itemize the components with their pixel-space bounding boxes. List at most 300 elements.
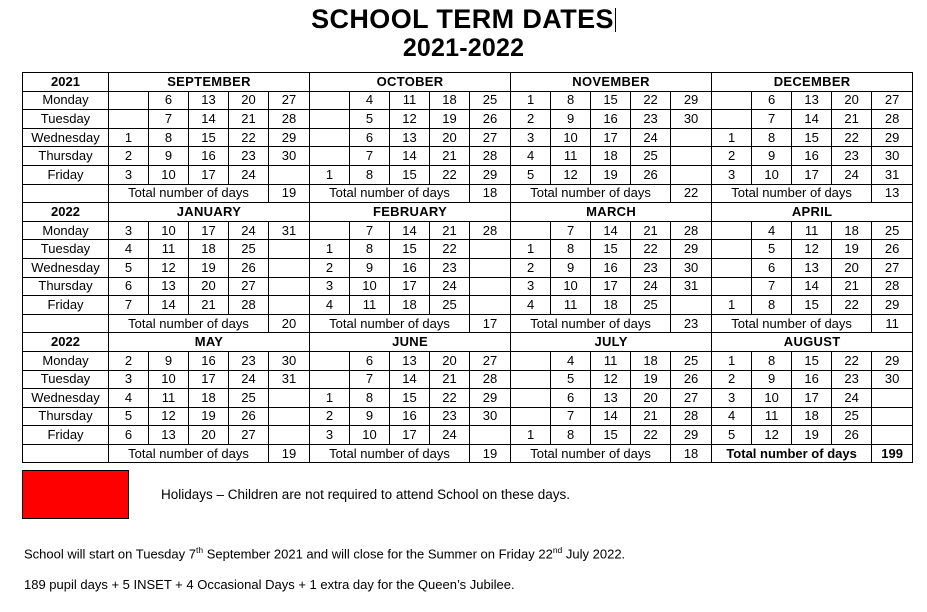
date-cell bbox=[511, 407, 551, 426]
date-cell-holiday: 23 bbox=[430, 258, 470, 277]
page-title-block bbox=[0, 0, 927, 62]
date-cell-holiday: 26 bbox=[470, 110, 511, 129]
date-cell: 12 bbox=[149, 258, 189, 277]
date-cell: 10 bbox=[350, 426, 390, 445]
text-cursor bbox=[615, 8, 616, 32]
date-cell: 22 bbox=[631, 426, 671, 445]
date-cell: 21 bbox=[430, 147, 470, 166]
date-cell bbox=[269, 165, 310, 184]
month-label: AUGUST bbox=[712, 333, 913, 352]
date-cell: 1 bbox=[511, 240, 551, 259]
date-cell: 3 bbox=[511, 277, 551, 296]
total-days-label: Total number of days bbox=[109, 314, 269, 333]
page-title-text: SCHOOL TERM DATES bbox=[311, 4, 614, 34]
date-cell: 24 bbox=[631, 128, 671, 147]
date-cell: 11 bbox=[551, 296, 591, 315]
date-cell-holiday: 2 bbox=[109, 147, 149, 166]
date-cell: 26 bbox=[631, 165, 671, 184]
date-cell-holiday: 29 bbox=[872, 128, 913, 147]
total-days-label: Total number of days bbox=[712, 184, 872, 203]
date-cell: 19 bbox=[631, 370, 671, 389]
date-cell-holiday: 27 bbox=[872, 91, 913, 110]
date-cell: 5 bbox=[350, 110, 390, 129]
date-cell: 12 bbox=[551, 165, 591, 184]
date-cell bbox=[269, 426, 310, 445]
date-cell: 22 bbox=[631, 91, 671, 110]
date-cell-holiday: 23 bbox=[832, 370, 872, 389]
date-cell: 17 bbox=[189, 221, 229, 240]
total-days-label: Total number of days bbox=[310, 444, 470, 463]
date-cell: 6 bbox=[350, 351, 390, 370]
date-cell bbox=[269, 240, 310, 259]
total-days-label: Total number of days bbox=[109, 444, 269, 463]
date-cell: 26 bbox=[229, 258, 269, 277]
date-cell: 1 bbox=[310, 165, 350, 184]
date-cell-holiday: 12 bbox=[792, 240, 832, 259]
date-cell: 29 bbox=[671, 91, 712, 110]
date-cell: 5 bbox=[551, 370, 591, 389]
year-label: 2021 bbox=[23, 73, 109, 92]
date-cell: 15 bbox=[591, 91, 631, 110]
date-cell: 27 bbox=[229, 426, 269, 445]
date-cell: 13 bbox=[390, 128, 430, 147]
date-cell bbox=[310, 351, 350, 370]
date-cell bbox=[712, 240, 752, 259]
total-days-value: 19 bbox=[269, 444, 310, 463]
date-cell-holiday: 20 bbox=[832, 91, 872, 110]
date-cell: 4 bbox=[551, 351, 591, 370]
date-cell: 14 bbox=[390, 221, 430, 240]
date-cell: 23 bbox=[430, 407, 470, 426]
date-cell: 25 bbox=[229, 389, 269, 408]
date-cell-holiday: 22 bbox=[430, 240, 470, 259]
total-days-value: 18 bbox=[671, 444, 712, 463]
date-cell: 17 bbox=[189, 165, 229, 184]
date-cell: 7 bbox=[752, 110, 792, 129]
total-days-label: Total number of days bbox=[712, 444, 872, 463]
total-days-value: 11 bbox=[872, 314, 913, 333]
date-cell: 14 bbox=[149, 296, 189, 315]
date-cell-holiday: 1 bbox=[712, 351, 752, 370]
date-cell: 6 bbox=[109, 277, 149, 296]
date-cell-holiday: 25 bbox=[430, 296, 470, 315]
date-cell: 27 bbox=[229, 277, 269, 296]
total-days-label: Total number of days bbox=[712, 314, 872, 333]
date-cell: 25 bbox=[872, 221, 913, 240]
date-cell bbox=[712, 258, 752, 277]
note1-part-a: School will start on Tuesday 7 bbox=[24, 546, 196, 562]
date-cell: 13 bbox=[149, 277, 189, 296]
calendar-week-row bbox=[23, 426, 913, 445]
date-cell: 8 bbox=[350, 389, 390, 408]
date-cell bbox=[872, 389, 913, 408]
date-cell-holiday: 21 bbox=[832, 110, 872, 129]
calendar-totals-row bbox=[23, 444, 913, 463]
date-cell-holiday: 2 bbox=[109, 351, 149, 370]
weekday-label: Wednesday bbox=[23, 128, 109, 147]
date-cell: 22 bbox=[631, 240, 671, 259]
date-cell: 7 bbox=[551, 221, 591, 240]
date-cell: 24 bbox=[631, 277, 671, 296]
date-cell bbox=[712, 277, 752, 296]
totals-row-spacer bbox=[23, 184, 109, 203]
date-cell-holiday: 24 bbox=[832, 389, 872, 408]
date-cell: 21 bbox=[430, 370, 470, 389]
date-cell: 24 bbox=[229, 165, 269, 184]
date-cell-holiday: 21 bbox=[832, 277, 872, 296]
date-cell: 10 bbox=[752, 165, 792, 184]
calendar-header-row bbox=[23, 203, 913, 222]
note1-ordinal-1: th bbox=[195, 545, 204, 555]
date-cell: 25 bbox=[229, 240, 269, 259]
calendar-week-row bbox=[23, 240, 913, 259]
date-cell: 9 bbox=[149, 351, 189, 370]
date-cell: 2 bbox=[712, 147, 752, 166]
legend bbox=[22, 470, 570, 519]
date-cell-holiday: 20 bbox=[832, 258, 872, 277]
date-cell-holiday: 26 bbox=[832, 426, 872, 445]
date-cell bbox=[310, 128, 350, 147]
date-cell bbox=[269, 258, 310, 277]
date-cell: 6 bbox=[752, 91, 792, 110]
date-cell: 16 bbox=[792, 147, 832, 166]
date-cell: 17 bbox=[591, 277, 631, 296]
month-label: SEPTEMBER bbox=[109, 73, 310, 92]
date-cell: 10 bbox=[551, 128, 591, 147]
date-cell: 11 bbox=[149, 240, 189, 259]
date-cell: 9 bbox=[350, 407, 390, 426]
weekday-label: Friday bbox=[23, 426, 109, 445]
date-cell: 21 bbox=[229, 110, 269, 129]
date-cell-holiday: 18 bbox=[792, 407, 832, 426]
note1-ordinal-2: nd bbox=[552, 545, 563, 555]
date-cell: 7 bbox=[350, 221, 390, 240]
date-cell: 17 bbox=[390, 426, 430, 445]
date-cell: 20 bbox=[430, 351, 470, 370]
date-cell: 5 bbox=[511, 165, 551, 184]
month-label: APRIL bbox=[712, 203, 913, 222]
date-cell-holiday: 11 bbox=[752, 407, 792, 426]
total-days-value: 19 bbox=[269, 184, 310, 203]
date-cell: 5 bbox=[109, 407, 149, 426]
date-cell: 4 bbox=[310, 296, 350, 315]
date-cell: 18 bbox=[189, 240, 229, 259]
total-days-label: Total number of days bbox=[511, 184, 671, 203]
date-cell: 6 bbox=[109, 426, 149, 445]
total-days-value: 13 bbox=[872, 184, 913, 203]
date-cell bbox=[470, 258, 511, 277]
date-cell-holiday: 29 bbox=[671, 426, 712, 445]
date-cell-holiday: 28 bbox=[872, 110, 913, 129]
date-cell: 6 bbox=[551, 389, 591, 408]
calendar-week-row bbox=[23, 128, 913, 147]
date-cell: 27 bbox=[872, 258, 913, 277]
date-cell: 27 bbox=[470, 351, 511, 370]
date-cell bbox=[310, 370, 350, 389]
date-cell bbox=[712, 91, 752, 110]
date-cell: 7 bbox=[149, 110, 189, 129]
date-cell: 19 bbox=[189, 258, 229, 277]
date-cell: 6 bbox=[350, 128, 390, 147]
weekday-label: Wednesday bbox=[23, 389, 109, 408]
date-cell: 15 bbox=[189, 128, 229, 147]
date-cell: 31 bbox=[269, 221, 310, 240]
date-cell: 10 bbox=[149, 221, 189, 240]
date-cell bbox=[109, 91, 149, 110]
date-cell-holiday: 2 bbox=[310, 407, 350, 426]
date-cell: 8 bbox=[350, 240, 390, 259]
month-label: FEBRUARY bbox=[310, 203, 511, 222]
date-cell-holiday: 30 bbox=[269, 351, 310, 370]
date-cell bbox=[470, 240, 511, 259]
calendar-header-row bbox=[23, 333, 913, 352]
date-cell-holiday: 22 bbox=[832, 351, 872, 370]
total-days-value: 199 bbox=[872, 444, 913, 463]
date-cell bbox=[671, 147, 712, 166]
date-cell: 20 bbox=[189, 426, 229, 445]
legend-holiday-swatch bbox=[22, 470, 129, 519]
date-cell: 18 bbox=[591, 296, 631, 315]
date-cell-holiday: 22 bbox=[832, 128, 872, 147]
date-cell-holiday: 13 bbox=[792, 258, 832, 277]
date-cell bbox=[310, 91, 350, 110]
date-cell: 16 bbox=[591, 110, 631, 129]
date-cell bbox=[511, 389, 551, 408]
month-label: JUNE bbox=[310, 333, 511, 352]
date-cell-holiday: 3 bbox=[109, 370, 149, 389]
date-cell: 17 bbox=[591, 128, 631, 147]
date-cell bbox=[511, 370, 551, 389]
date-cell: 28 bbox=[470, 370, 511, 389]
calendar-week-row bbox=[23, 351, 913, 370]
date-cell-holiday: 26 bbox=[671, 370, 712, 389]
date-cell: 28 bbox=[470, 221, 511, 240]
date-cell-holiday: 15 bbox=[792, 351, 832, 370]
date-cell-holiday: 6 bbox=[149, 91, 189, 110]
date-cell: 10 bbox=[149, 165, 189, 184]
date-cell: 17 bbox=[189, 370, 229, 389]
month-label: JANUARY bbox=[109, 203, 310, 222]
term-dates-calendar bbox=[22, 72, 913, 463]
total-days-value: 19 bbox=[470, 444, 511, 463]
total-days-label: Total number of days bbox=[109, 184, 269, 203]
date-cell bbox=[511, 221, 551, 240]
month-label: MARCH bbox=[511, 203, 712, 222]
date-cell: 15 bbox=[591, 426, 631, 445]
date-cell-holiday: 1 bbox=[310, 389, 350, 408]
date-cell-holiday: 29 bbox=[470, 165, 511, 184]
date-cell: 1 bbox=[712, 296, 752, 315]
date-cell: 15 bbox=[792, 128, 832, 147]
weekday-label: Tuesday bbox=[23, 110, 109, 129]
date-cell: 19 bbox=[189, 407, 229, 426]
weekday-label: Wednesday bbox=[23, 258, 109, 277]
note1-part-c: July 2022. bbox=[562, 546, 626, 562]
date-cell: 23 bbox=[631, 110, 671, 129]
date-cell: 8 bbox=[752, 128, 792, 147]
date-cell bbox=[671, 296, 712, 315]
date-cell: 10 bbox=[551, 277, 591, 296]
date-cell-holiday: 29 bbox=[872, 351, 913, 370]
month-label: JULY bbox=[511, 333, 712, 352]
date-cell: 26 bbox=[872, 240, 913, 259]
date-cell: 13 bbox=[591, 389, 631, 408]
date-cell-holiday: 27 bbox=[671, 389, 712, 408]
calendar-totals-row bbox=[23, 314, 913, 333]
date-cell: 16 bbox=[591, 258, 631, 277]
date-cell: 14 bbox=[792, 110, 832, 129]
date-cell: 8 bbox=[551, 240, 591, 259]
date-cell: 16 bbox=[390, 407, 430, 426]
date-cell: 21 bbox=[631, 221, 671, 240]
date-cell: 29 bbox=[671, 240, 712, 259]
date-cell: 23 bbox=[229, 351, 269, 370]
date-cell: 4 bbox=[511, 147, 551, 166]
total-days-value: 18 bbox=[470, 184, 511, 203]
date-cell: 7 bbox=[752, 277, 792, 296]
date-cell: 18 bbox=[631, 351, 671, 370]
page-title bbox=[311, 4, 616, 34]
date-cell: 9 bbox=[551, 258, 591, 277]
date-cell: 12 bbox=[149, 407, 189, 426]
date-cell: 7 bbox=[109, 296, 149, 315]
total-days-label: Total number of days bbox=[310, 184, 470, 203]
date-cell: 3 bbox=[712, 165, 752, 184]
date-cell-holiday: 17 bbox=[792, 389, 832, 408]
month-label: NOVEMBER bbox=[511, 73, 712, 92]
date-cell: 7 bbox=[350, 147, 390, 166]
date-cell bbox=[269, 407, 310, 426]
date-cell-holiday: 15 bbox=[792, 296, 832, 315]
date-cell-holiday: 2 bbox=[712, 370, 752, 389]
note1-part-b: September 2021 and will close for the Summer on Friday 22 bbox=[203, 546, 553, 562]
date-cell: 4 bbox=[752, 221, 792, 240]
total-days-value: 20 bbox=[269, 314, 310, 333]
date-cell-holiday: 23 bbox=[832, 147, 872, 166]
date-cell: 9 bbox=[551, 110, 591, 129]
weekday-label: Tuesday bbox=[23, 240, 109, 259]
date-cell bbox=[712, 221, 752, 240]
date-cell: 14 bbox=[390, 370, 430, 389]
date-cell: 8 bbox=[350, 165, 390, 184]
date-cell: 30 bbox=[671, 110, 712, 129]
date-cell: 17 bbox=[792, 165, 832, 184]
date-cell: 30 bbox=[470, 407, 511, 426]
date-cell: 16 bbox=[189, 351, 229, 370]
date-cell: 24 bbox=[229, 221, 269, 240]
year-label: 2022 bbox=[23, 203, 109, 222]
date-cell: 23 bbox=[229, 147, 269, 166]
weekday-label: Friday bbox=[23, 165, 109, 184]
note-term-start-end bbox=[24, 545, 625, 561]
date-cell-holiday: 5 bbox=[712, 426, 752, 445]
date-cell: 1 bbox=[310, 240, 350, 259]
date-cell-holiday: 11 bbox=[792, 221, 832, 240]
date-cell-holiday: 16 bbox=[792, 370, 832, 389]
date-cell bbox=[470, 426, 511, 445]
calendar-week-row bbox=[23, 165, 913, 184]
date-cell: 14 bbox=[591, 221, 631, 240]
date-cell: 22 bbox=[430, 165, 470, 184]
date-cell: 22 bbox=[229, 128, 269, 147]
date-cell: 8 bbox=[551, 426, 591, 445]
date-cell: 11 bbox=[149, 389, 189, 408]
date-cell-holiday: 24 bbox=[832, 165, 872, 184]
date-cell: 20 bbox=[189, 277, 229, 296]
date-cell-holiday: 30 bbox=[872, 147, 913, 166]
date-cell: 30 bbox=[671, 258, 712, 277]
date-cell bbox=[310, 110, 350, 129]
date-cell: 1 bbox=[712, 128, 752, 147]
date-cell-holiday: 30 bbox=[872, 370, 913, 389]
date-cell: 2 bbox=[511, 258, 551, 277]
calendar-week-row bbox=[23, 370, 913, 389]
date-cell bbox=[511, 351, 551, 370]
calendar-week-row bbox=[23, 147, 913, 166]
legend-label: Holidays – Children are not required to attend School on these days. bbox=[161, 487, 571, 502]
date-cell: 3 bbox=[511, 128, 551, 147]
calendar-totals-row bbox=[23, 184, 913, 203]
date-cell: 1 bbox=[511, 426, 551, 445]
date-cell: 4 bbox=[350, 91, 390, 110]
weekday-label: Monday bbox=[23, 91, 109, 110]
page-subtitle: 2021-2022 bbox=[402, 34, 525, 62]
weekday-label: Monday bbox=[23, 351, 109, 370]
date-cell: 15 bbox=[390, 165, 430, 184]
date-cell-holiday: 8 bbox=[752, 351, 792, 370]
total-days-value: 22 bbox=[671, 184, 712, 203]
date-cell: 14 bbox=[189, 110, 229, 129]
date-cell: 20 bbox=[229, 91, 269, 110]
date-cell: 5 bbox=[109, 258, 149, 277]
totals-row-spacer bbox=[23, 314, 109, 333]
month-label: MAY bbox=[109, 333, 310, 352]
calendar-week-row bbox=[23, 296, 913, 315]
weekday-label: Tuesday bbox=[23, 370, 109, 389]
date-cell: 17 bbox=[390, 277, 430, 296]
total-days-value: 23 bbox=[671, 314, 712, 333]
date-cell: 26 bbox=[229, 407, 269, 426]
date-cell-holiday: 21 bbox=[430, 221, 470, 240]
date-cell: 8 bbox=[752, 296, 792, 315]
date-cell: 25 bbox=[631, 296, 671, 315]
date-cell: 18 bbox=[430, 91, 470, 110]
date-cell-holiday: 25 bbox=[470, 91, 511, 110]
total-days-value: 17 bbox=[470, 314, 511, 333]
weekday-label: Monday bbox=[23, 221, 109, 240]
date-cell-holiday: 24 bbox=[430, 277, 470, 296]
date-cell: 18 bbox=[390, 296, 430, 315]
date-cell: 28 bbox=[671, 221, 712, 240]
date-cell bbox=[712, 110, 752, 129]
date-cell: 15 bbox=[390, 240, 430, 259]
date-cell-holiday: 28 bbox=[470, 147, 511, 166]
date-cell bbox=[470, 296, 511, 315]
date-cell: 24 bbox=[229, 370, 269, 389]
date-cell bbox=[671, 165, 712, 184]
calendar-week-row bbox=[23, 407, 913, 426]
date-cell-holiday: 19 bbox=[832, 240, 872, 259]
date-cell-holiday: 25 bbox=[671, 351, 712, 370]
date-cell: 9 bbox=[350, 258, 390, 277]
date-cell: 29 bbox=[269, 128, 310, 147]
date-cell-holiday: 3 bbox=[109, 221, 149, 240]
date-cell-holiday: 10 bbox=[752, 389, 792, 408]
date-cell: 29 bbox=[470, 389, 511, 408]
date-cell: 21 bbox=[631, 407, 671, 426]
total-days-label: Total number of days bbox=[511, 314, 671, 333]
date-cell-holiday: 14 bbox=[792, 277, 832, 296]
